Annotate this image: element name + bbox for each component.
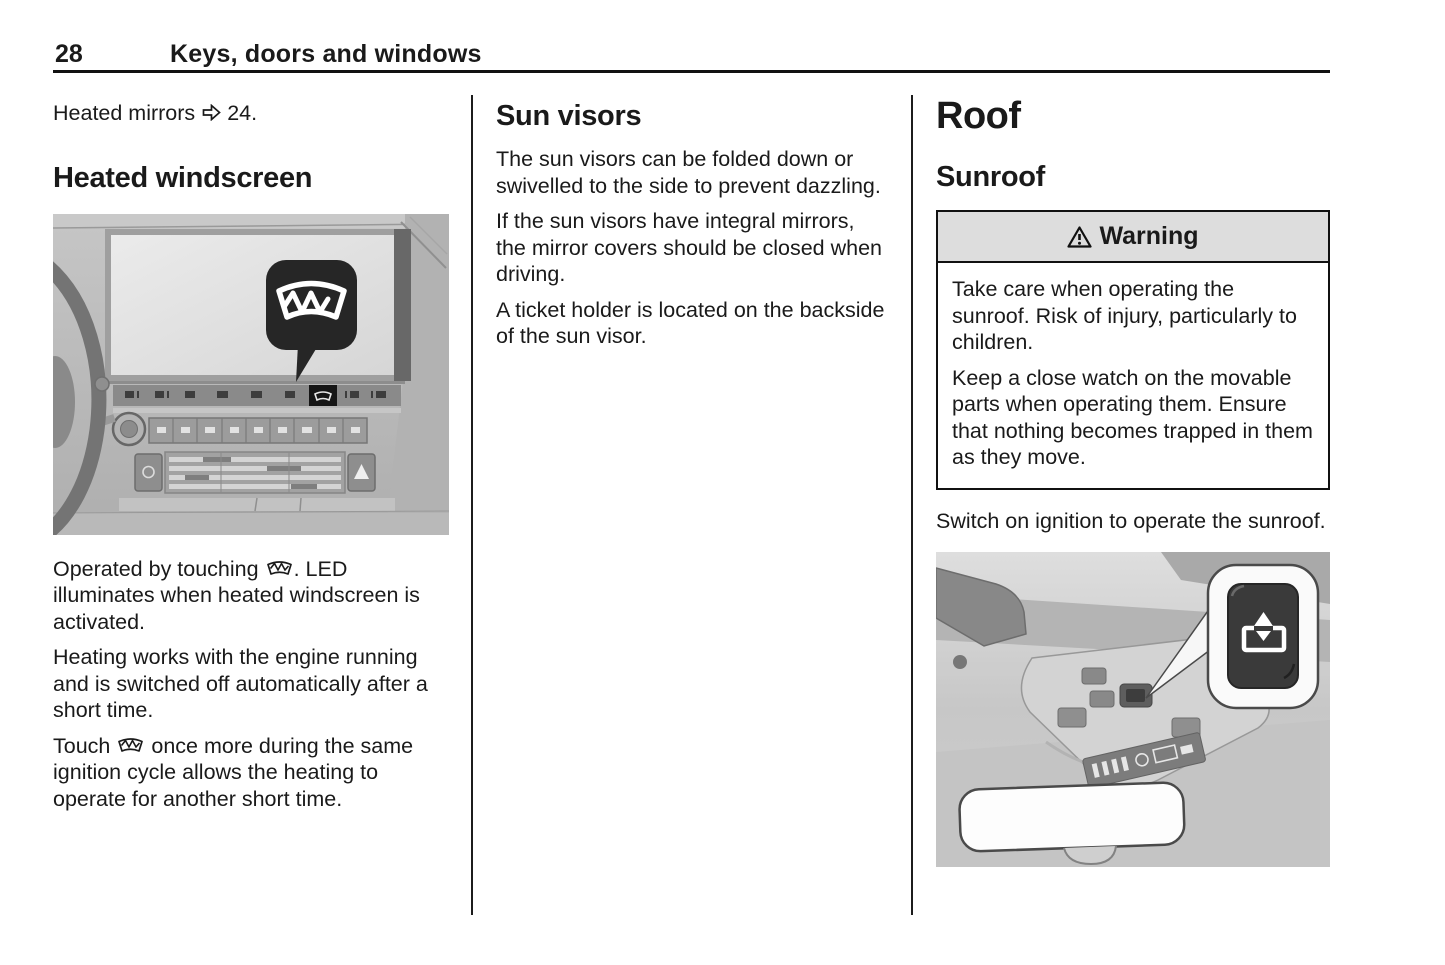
paragraph-operated-pre: Operated by touching bbox=[53, 556, 259, 581]
section-heading-sun-visors: Sun visors bbox=[496, 100, 642, 132]
paragraph-visors-fold: The sun visors can be folded down or swivelled to the side to prevent dazzling. bbox=[496, 147, 881, 198]
sunroof-switch-illustration bbox=[936, 552, 1330, 867]
heated-windscreen-icon bbox=[265, 559, 294, 578]
heated-windscreen-icon bbox=[116, 736, 145, 755]
paragraph-touch-again bbox=[53, 733, 450, 813]
paragraph-ticket-holder: A ticket holder is located on the backside of the sun visor. bbox=[496, 297, 885, 348]
section-heading-sunroof: Sunroof bbox=[936, 161, 1046, 193]
climate-button-icons bbox=[157, 427, 360, 433]
page-reference-arrow-icon bbox=[202, 104, 221, 121]
warning-title: Warning bbox=[1099, 222, 1199, 250]
column-divider bbox=[911, 95, 913, 915]
crossref-text: Heated mirrors bbox=[53, 101, 196, 125]
page-number: 28 bbox=[55, 40, 83, 68]
crossref-heated-mirrors bbox=[53, 100, 450, 127]
paragraph-visor-mirrors: If the sun visors have integral mirrors, the mirror covers should be closed when driving. bbox=[496, 209, 882, 286]
warning-header bbox=[938, 212, 1328, 263]
section-heading-heated-windscreen: Heated windscreen bbox=[53, 161, 313, 194]
paragraph-operated-post: . LED illuminates when heated windscreen is activated. bbox=[53, 556, 420, 634]
crossref-page: 24. bbox=[227, 101, 258, 125]
visor-hook bbox=[953, 655, 967, 669]
paragraph-touch-again-pre: Touch bbox=[53, 733, 111, 758]
hazard-button bbox=[135, 454, 162, 491]
column-divider bbox=[471, 95, 473, 915]
column-roof bbox=[936, 95, 1330, 867]
header-rule bbox=[53, 70, 1330, 73]
heated-windscreen-touch-button bbox=[309, 385, 337, 406]
warning-paragraph-movable-parts: Keep a close watch on the movable parts when operating them. Ensure that nothing becomes trapped in them as they move. bbox=[952, 365, 1313, 469]
paragraph-switch-ignition: Switch on ignition to operate the sunroof. bbox=[936, 508, 1326, 533]
warning-triangle-icon bbox=[1067, 226, 1092, 248]
section-heading-roof: Roof bbox=[936, 95, 1021, 137]
warning-paragraph-take-care: Take care when operating the sunroof. Risk of injury, particularly to children. bbox=[952, 277, 1297, 354]
sunroof-switch-callout bbox=[1208, 565, 1318, 708]
dashboard-illustration bbox=[53, 214, 449, 535]
rear-view-mirror bbox=[959, 782, 1185, 852]
warning-body bbox=[938, 263, 1328, 488]
paragraph-heating-works: Heating works with the engine running and is switched off automatically after a short time. bbox=[53, 645, 428, 722]
paragraph-touch-again-post: once more during the same ignition cycle allows the heating to operate for another short time. bbox=[53, 733, 414, 811]
chapter-title: Keys, doors and windows bbox=[170, 40, 482, 68]
column-sun-visors bbox=[496, 100, 890, 350]
paragraph-operated bbox=[53, 556, 450, 636]
column-heated-windscreen bbox=[53, 100, 450, 812]
warning-box bbox=[936, 210, 1330, 490]
